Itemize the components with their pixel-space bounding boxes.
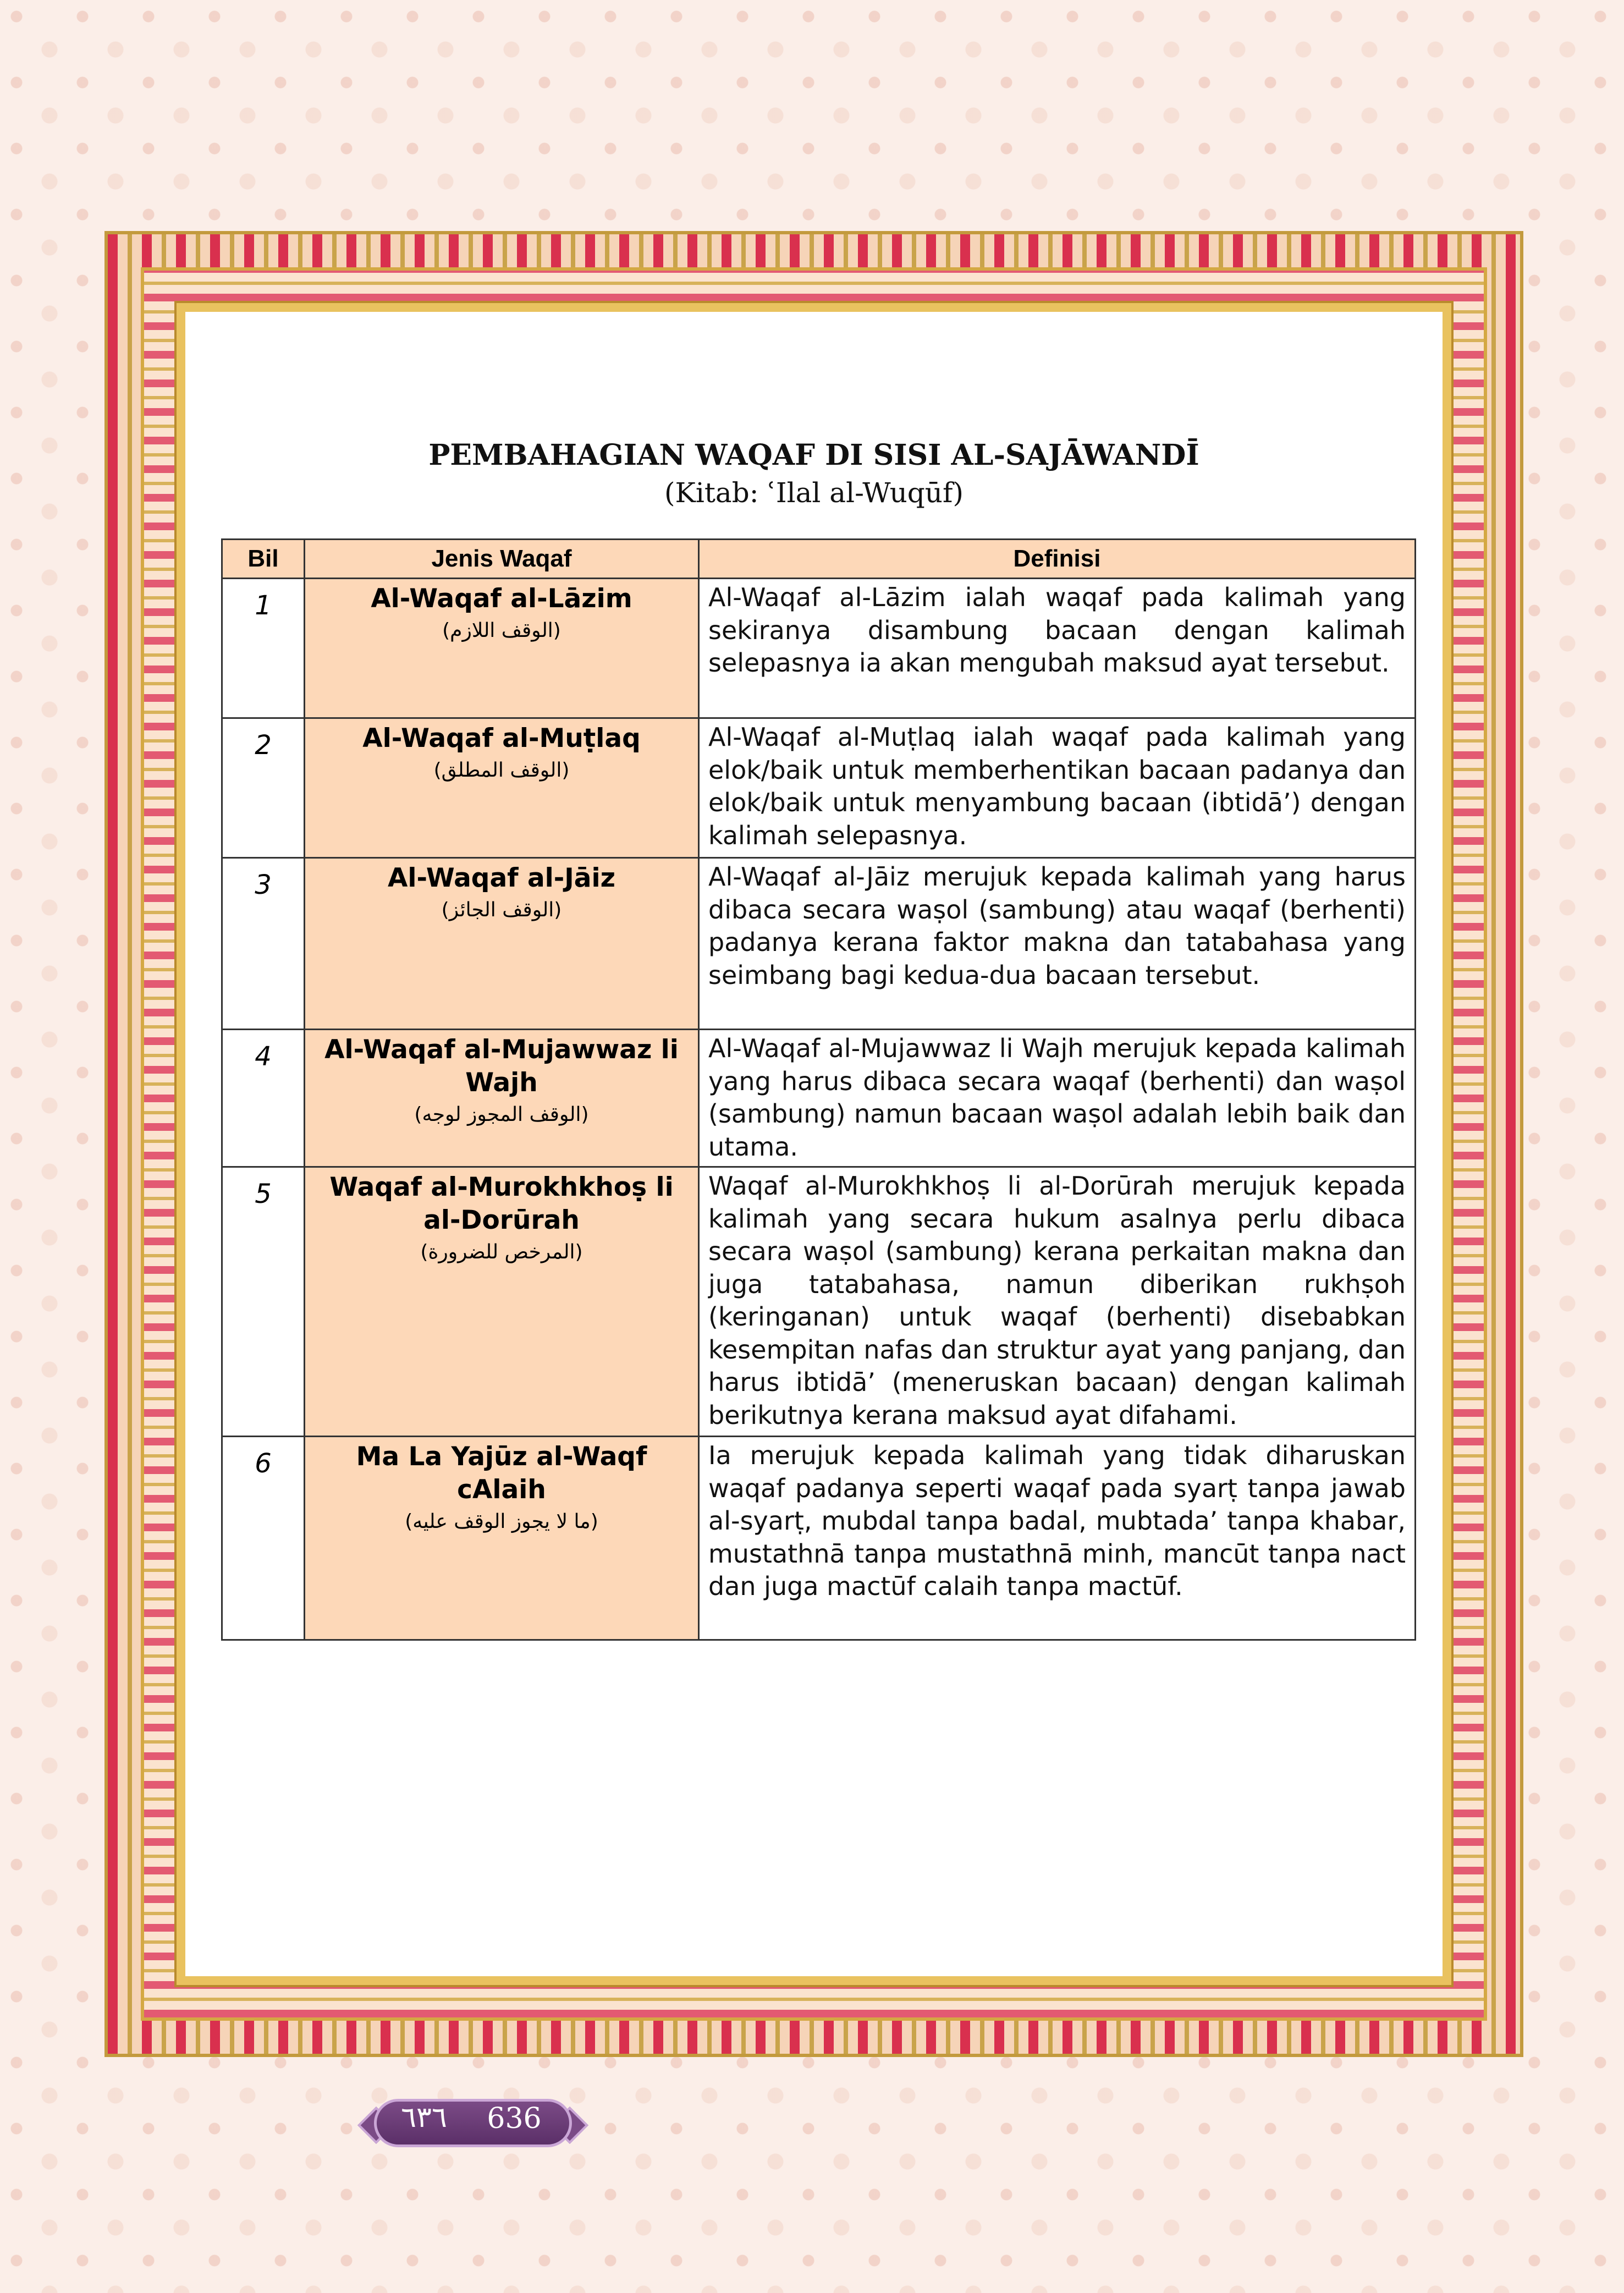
jenis-arabic: (الوقف الجائز): [441, 899, 562, 921]
row-jenis: [305, 718, 699, 858]
table-row: [222, 579, 1416, 718]
page-title: PEMBAHAGIAN WAQAF DI SISI AL-SAJĀWANDĪ: [428, 438, 1199, 472]
ornamental-border-inner: [141, 267, 1487, 2021]
row-definisi: Waqaf al-Murokhkhoṣ li al-Dorūrah merujuk kepada kalimah yang secara hukum asalnya perlu dibaca secara waṣol (sambung) kerana perkaitan makna dan juga tatabahasa, namun diberikan rukhṣoh (keringanan) untuk waqaf (berhenti) disebabkan kesempitan nafas dan struktur ayat yang panjang, dan harus ibtidā’ (meneruskan bacaan) dengan kalimah berikutnya kerana maksud ayat difahami.: [699, 1167, 1416, 1437]
row-jenis: [305, 1437, 699, 1640]
page-number-arabic: ٦٣٦: [401, 2101, 447, 2134]
jenis-arabic: (الوقف اللازم): [442, 619, 561, 642]
page-number: 636: [487, 2102, 542, 2135]
row-jenis: [305, 1167, 699, 1437]
ornamental-border: [104, 231, 1523, 2057]
table-header-row: [222, 540, 1416, 579]
row-jenis: [305, 579, 699, 718]
jenis-arabic: (المرخص للضرورة): [420, 1241, 583, 1263]
row-bil: 6: [222, 1437, 305, 1640]
row-definisi: Al-Waqaf al-Mujawwaz li Wajh merujuk kepada kalimah yang harus dibaca secara waqaf (berhenti) dan waṣol (sambung) namun bacaan waṣol adalah lebih baik dan utama.: [699, 1030, 1416, 1167]
header-definisi: Definisi: [699, 540, 1416, 579]
jenis-name: Al-Waqaf al-Muṭlaq: [362, 723, 641, 754]
jenis-arabic: (الوقف المطلق): [433, 759, 570, 782]
gold-border: [174, 301, 1454, 1987]
table-row: [222, 1437, 1416, 1640]
waqaf-table: [221, 538, 1416, 1641]
row-bil: 4: [222, 1030, 305, 1167]
table-row: [222, 718, 1416, 858]
jenis-name: Al-Waqaf al-Jāiz: [388, 863, 615, 893]
page-number-badge: [363, 2090, 583, 2156]
page-subtitle: (Kitab: ʿIlal al-Wuqūf): [664, 477, 964, 509]
row-definisi: Ia merujuk kepada kalimah yang tidak diharuskan waqaf padanya seperti waqaf pada syarṭ tanpa jawab al-syarṭ, mubdal tanpa badal, mubtada’ tanpa khabar, mustathnā tanpa mustathnā minh, mancūt tanpa nact dan juga mactūf calaih tanpa mactūf.: [699, 1437, 1416, 1640]
row-definisi: Al-Waqaf al-Muṭlaq ialah waqaf pada kalimah yang elok/baik untuk memberhentikan bacaan padanya dan elok/baik untuk menyambung bacaan (ibtidā’) dengan kalimah selepasnya.: [699, 718, 1416, 858]
row-jenis: [305, 858, 699, 1030]
row-jenis: [305, 1030, 699, 1167]
header-bil: Bil: [222, 540, 305, 579]
jenis-name: Waqaf al-Murokhkhoṣ li al-Dorūrah: [329, 1172, 674, 1235]
row-bil: 5: [222, 1167, 305, 1437]
jenis-name: Ma La Yajūz al-Waqf cAlaih: [356, 1442, 647, 1505]
table-row: [222, 1030, 1416, 1167]
row-bil: 1: [222, 579, 305, 718]
row-definisi: Al-Waqaf al-Jāiz merujuk kepada kalimah yang harus dibaca secara waṣol (sambung) atau waqaf (berhenti) padanya kerana faktor makna dan tatabahasa yang seimbang bagi kedua-dua bacaan tersebut.: [699, 858, 1416, 1030]
row-bil: 3: [222, 858, 305, 1030]
table-row: [222, 858, 1416, 1030]
row-definisi: Al-Waqaf al-Lāzim ialah waqaf pada kalimah yang sekiranya disambung bacaan dengan kalimah selepasnya ia akan mengubah maksud ayat tersebut.: [699, 579, 1416, 718]
jenis-name: Al-Waqaf al-Mujawwaz li Wajh: [324, 1035, 679, 1098]
jenis-name: Al-Waqaf al-Lāzim: [371, 584, 632, 614]
header-jenis: Jenis Waqaf: [305, 540, 699, 579]
jenis-arabic: (الوقف المجوز لوجه): [414, 1103, 589, 1126]
table-row: [222, 1167, 1416, 1437]
page-content: [185, 312, 1443, 1976]
jenis-arabic: (ما لا يجوز الوقف عليه): [405, 1510, 598, 1533]
row-bil: 2: [222, 718, 305, 858]
